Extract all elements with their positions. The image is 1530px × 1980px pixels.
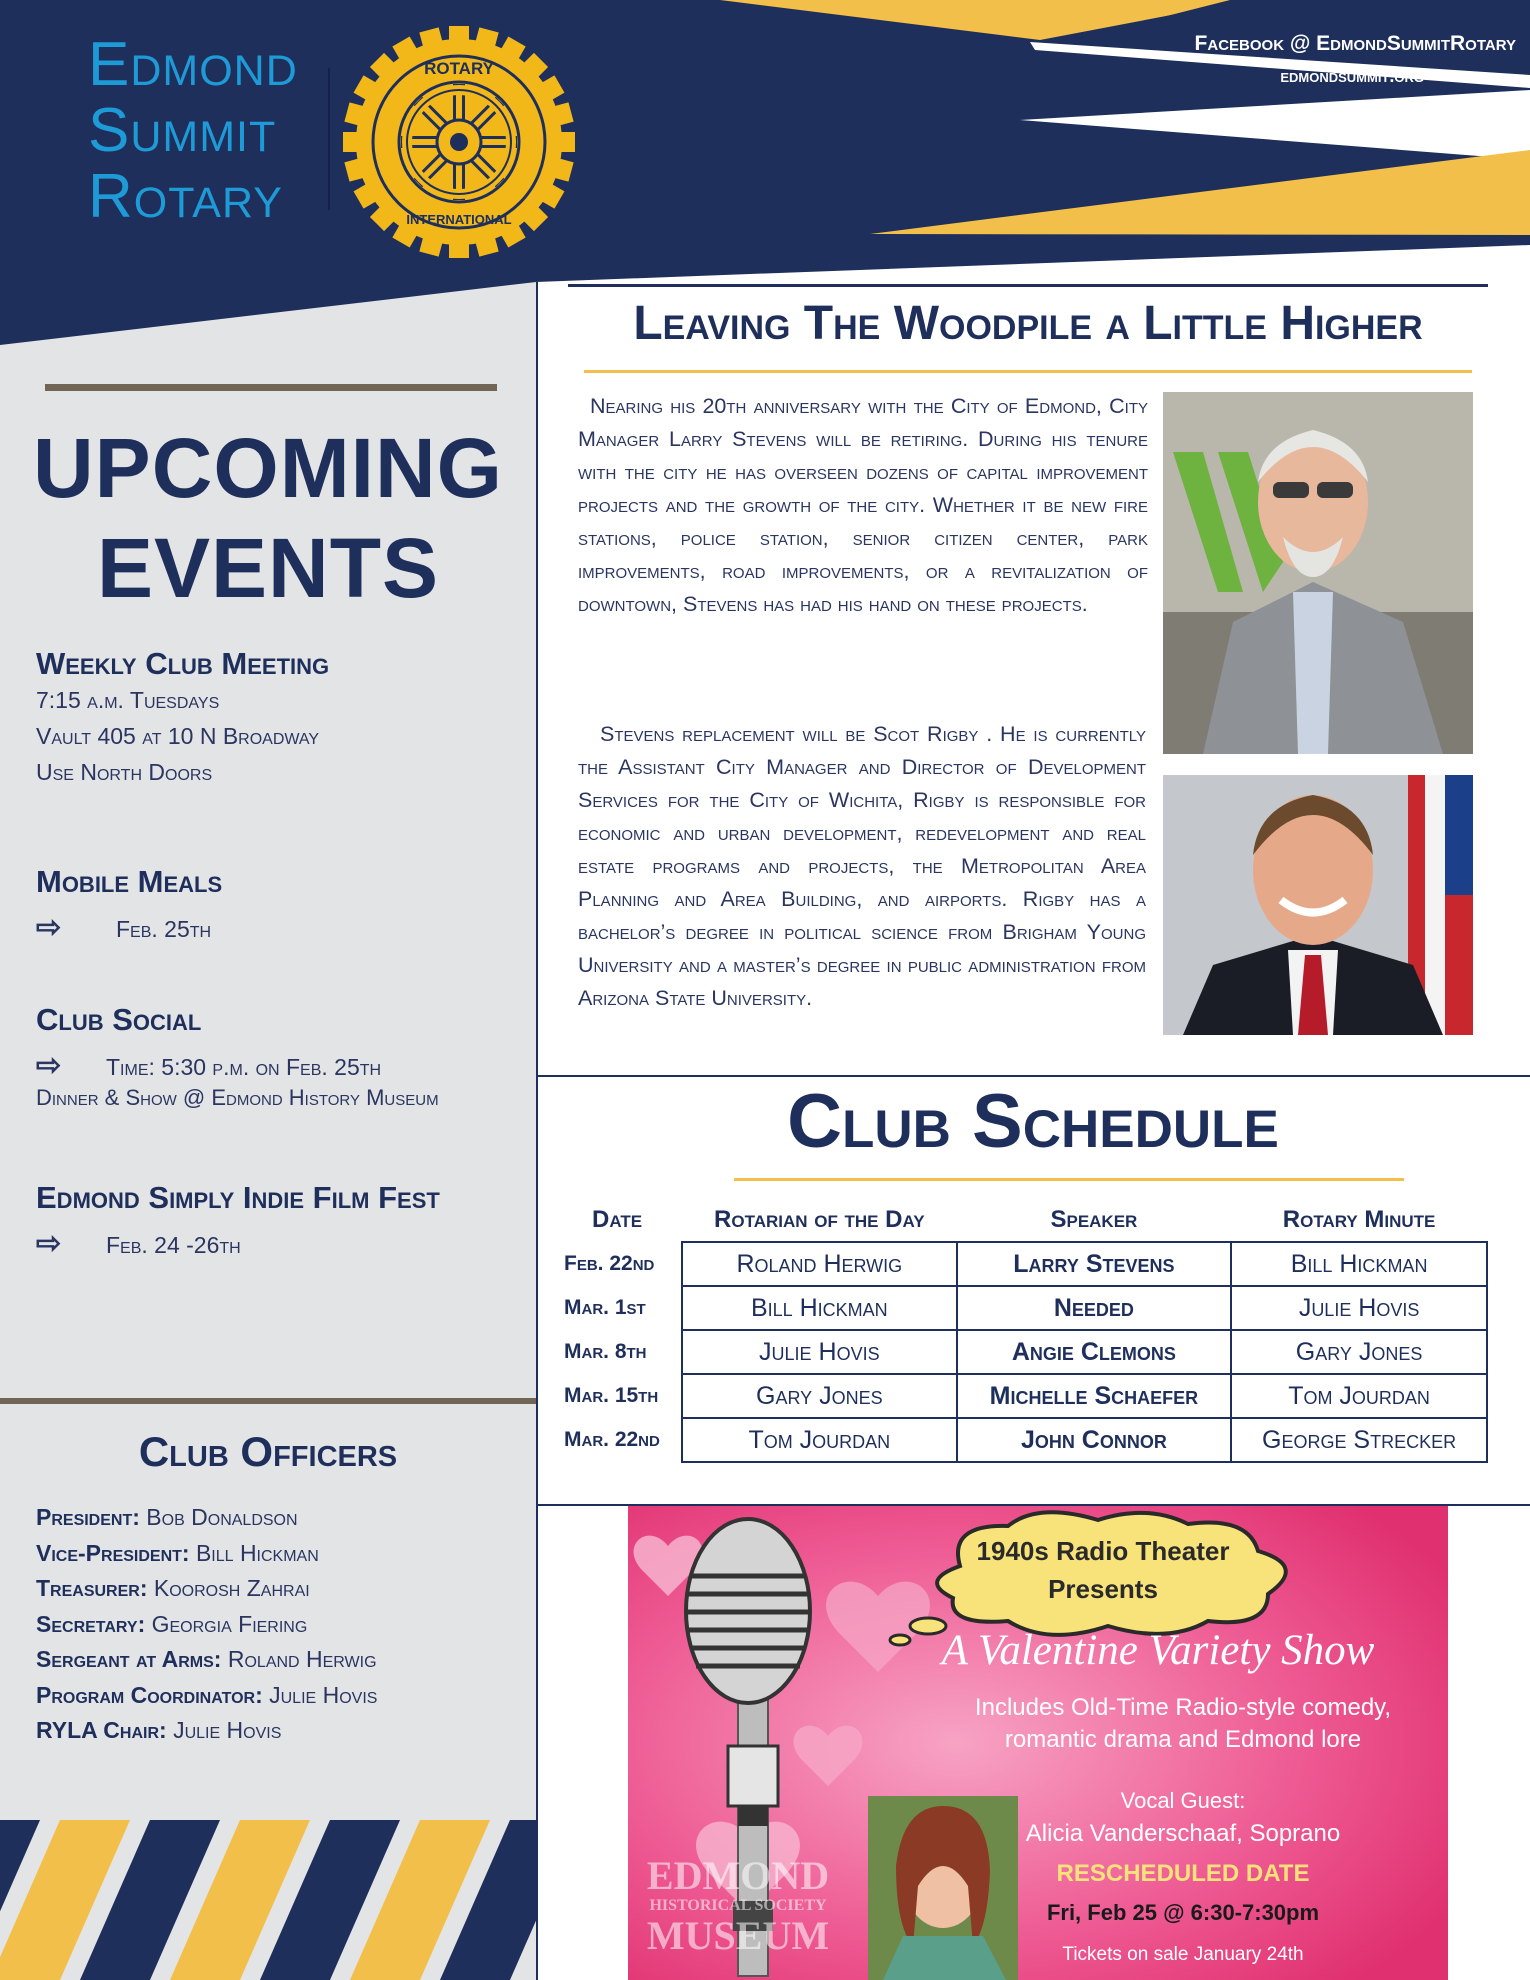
officer-role: Secretary: (36, 1610, 146, 1637)
brand-line-2: Summit (88, 96, 277, 165)
sidebar-border (536, 282, 538, 1980)
officer-row (36, 1571, 377, 1607)
article-title: Leaving The Woodpile a Little Higher (633, 297, 1423, 350)
event-mobile-meals (36, 864, 526, 947)
schedule-header-row (556, 1198, 1487, 1242)
officer-name: Julie Hovis (173, 1717, 282, 1743)
ad-vocal-name: Alicia Vanderschaaf, Soprano (1025, 1820, 1341, 1847)
logo-text-bottom: INTERNATIONAL (406, 212, 512, 227)
officers-list (36, 1500, 377, 1749)
event-title: Edmond Simply Indie Film Fest (36, 1180, 440, 1215)
row-rotarian: Tom Jourdan (682, 1418, 957, 1462)
table-row (556, 1418, 1487, 1462)
event-film-fest (36, 1180, 526, 1263)
club-schedule-title: Club Schedule (787, 1079, 1279, 1164)
brand-line-1: Edmond (88, 30, 298, 99)
event-line: 7:15 a.m. Tuesdays (36, 687, 220, 713)
article-title-underline (584, 370, 1472, 373)
radio-theater-ad (628, 1506, 1448, 1980)
row-speaker: Larry Stevens (957, 1242, 1232, 1286)
ad-cloud-line-2: Presents (1048, 1574, 1158, 1604)
logo-text-top: ROTARY (424, 59, 494, 78)
upcoming-title-line-2: EVENTS (96, 521, 440, 615)
ad-tickets: Tickets on sale January 24th (1062, 1944, 1304, 1965)
officer-row (36, 1500, 377, 1536)
row-speaker: Angie Clemons (957, 1330, 1232, 1374)
website-link[interactable]: edmondsummit.org (1280, 66, 1424, 86)
officer-name: Bill Hickman (195, 1539, 319, 1566)
row-minute: Tom Jourdan (1231, 1374, 1487, 1418)
header (0, 0, 1530, 345)
article-paragraph-2: Stevens replacement will be Scot Rigby . He is currently the Assistant City Manager and Director of Development Services for the City of Wichita, Rigby is responsible for economic and urban development, redevelopment and real estate programs and projects, the Metropolitan Area Planning and Area Building, and airports. Rigby has a bachelor’s degree in political science from Brigham Young University and a master’s degree in public administration from Arizona State University. (578, 722, 1146, 1010)
officer-row (36, 1642, 377, 1678)
officer-row (36, 1678, 377, 1714)
row-rotarian: Bill Hickman (682, 1286, 957, 1330)
event-title: Mobile Meals (36, 864, 223, 899)
row-rotarian: Julie Hovis (682, 1330, 957, 1374)
officer-role: Vice-President: (36, 1539, 190, 1566)
rotary-wheel-logo (343, 26, 575, 258)
upcoming-title-line-1: UPCOMING (33, 421, 503, 515)
officer-name: Julie Hovis (269, 1681, 378, 1708)
table-row (556, 1286, 1487, 1330)
column-header-minute: Rotary Minute (1282, 1205, 1436, 1233)
officer-role: Treasurer: (36, 1575, 148, 1601)
table-row (556, 1242, 1487, 1286)
row-speaker: Michelle Schaefer (957, 1374, 1232, 1418)
ad-desc-line-1: Includes Old-Time Radio-style comedy, (974, 1694, 1392, 1721)
officer-role: Program Coordinator: (36, 1681, 263, 1708)
article-top-rule (568, 284, 1488, 287)
column-header-rotarian: Rotarian of the Day (714, 1205, 925, 1233)
officer-name: Koorosh Zahrai (153, 1575, 310, 1601)
museum-logo-line-2: HISTORICAL SOCIETY (649, 1897, 827, 1914)
ad-vocal-label: Vocal Guest: (1120, 1788, 1246, 1813)
event-title: Weekly Club Meeting (36, 646, 330, 681)
ad-date: Fri, Feb 25 @ 6:30-7:30pm (1046, 1900, 1320, 1925)
sidebar-top-rule (45, 384, 497, 391)
row-date: Mar. 8th (564, 1340, 647, 1363)
row-date: Mar. 1st (564, 1296, 646, 1319)
ad-cloud-line-1: 1940s Radio Theater (976, 1536, 1230, 1566)
museum-logo-line-1: EDMOND (646, 1853, 830, 1898)
officer-role: President: (36, 1504, 140, 1530)
ad-rescheduled: RESCHEDULED DATE (1056, 1860, 1310, 1887)
officer-role: RYLA Chair: (36, 1717, 167, 1743)
article-paragraph-1: Nearing his 20th anniversary with the City of Edmond, City Manager Larry Stevens will be retiring. During his tenure with the city he has overseen dozens of capital improvement projects and the growth of the city. Whether it be new fire stations, police station, senior citizen center, park improvements, road improvements, or a revitalization of downtown, Stevens has had his hand on these projects. (578, 394, 1148, 616)
row-speaker: Needed (957, 1286, 1232, 1330)
officer-row (36, 1536, 377, 1572)
column-header-speaker: Speaker (1050, 1205, 1138, 1233)
larry-stevens-photo (1163, 392, 1473, 754)
ad-cloud-text (948, 1532, 1258, 1608)
event-line: Vault 405 at 10 N Broadway (36, 723, 320, 749)
row-minute: George Strecker (1231, 1418, 1487, 1462)
arrow-right-icon: ⇨ (36, 911, 62, 944)
row-minute: Julie Hovis (1231, 1286, 1487, 1330)
club-officers-title: Club Officers (138, 1428, 398, 1475)
event-line: Use North Doors (36, 759, 213, 785)
officer-row (36, 1607, 377, 1643)
ad-desc-line-2: romantic drama and Edmond lore (1004, 1726, 1362, 1753)
row-speaker: John Connor (957, 1418, 1232, 1462)
officer-role: Sergeant at Arms: (36, 1646, 222, 1672)
officer-name: Roland Herwig (227, 1646, 377, 1672)
event-detail: Feb. 25th (116, 916, 212, 942)
arrow-right-icon: ⇨ (36, 1049, 62, 1082)
social-links (1195, 28, 1516, 92)
row-minute: Bill Hickman (1231, 1242, 1487, 1286)
row-minute: Gary Jones (1231, 1330, 1487, 1374)
facebook-link[interactable]: Facebook @ EdmondSummitRotary (1194, 32, 1516, 55)
schedule-title-underline (734, 1178, 1404, 1181)
upcoming-events-title (0, 418, 536, 618)
event-weekly-meeting (36, 646, 526, 790)
row-rotarian: Roland Herwig (682, 1242, 957, 1286)
club-brand (88, 32, 298, 230)
officer-row (36, 1713, 377, 1749)
schedule-top-line (536, 1075, 1530, 1077)
event-detail-2: Dinner & Show @ Edmond History Museum (36, 1085, 439, 1110)
row-date: Feb. 22nd (564, 1252, 655, 1275)
museum-logo (638, 1853, 838, 1958)
officers-rule (0, 1398, 536, 1404)
officer-name: Bob Donaldson (146, 1504, 298, 1530)
schedule-table (556, 1198, 1488, 1463)
row-date: Mar. 15th (564, 1384, 659, 1407)
arrow-right-icon: ⇨ (36, 1227, 62, 1260)
column-header-date: Date (592, 1206, 643, 1233)
sidebar-stripes (0, 1800, 536, 1980)
event-club-social (36, 1002, 526, 1111)
event-detail: Time: 5:30 p.m. on Feb. 25th (106, 1054, 382, 1080)
table-row (556, 1374, 1487, 1418)
row-date: Mar. 22nd (564, 1428, 660, 1451)
officer-name: Georgia Fiering (151, 1610, 308, 1637)
event-detail: Feb. 24 -26th (106, 1232, 241, 1258)
table-row (556, 1330, 1487, 1374)
event-title: Club Social (36, 1002, 202, 1037)
museum-logo-line-3: MUSEUM (646, 1913, 830, 1958)
scot-rigby-photo (1163, 775, 1473, 1035)
brand-line-3: Rotary (88, 162, 283, 231)
row-rotarian: Gary Jones (682, 1374, 957, 1418)
ad-show-title: A Valentine Variety Show (941, 1627, 1375, 1674)
brand-divider (328, 68, 330, 210)
ad-description (918, 1692, 1448, 1756)
